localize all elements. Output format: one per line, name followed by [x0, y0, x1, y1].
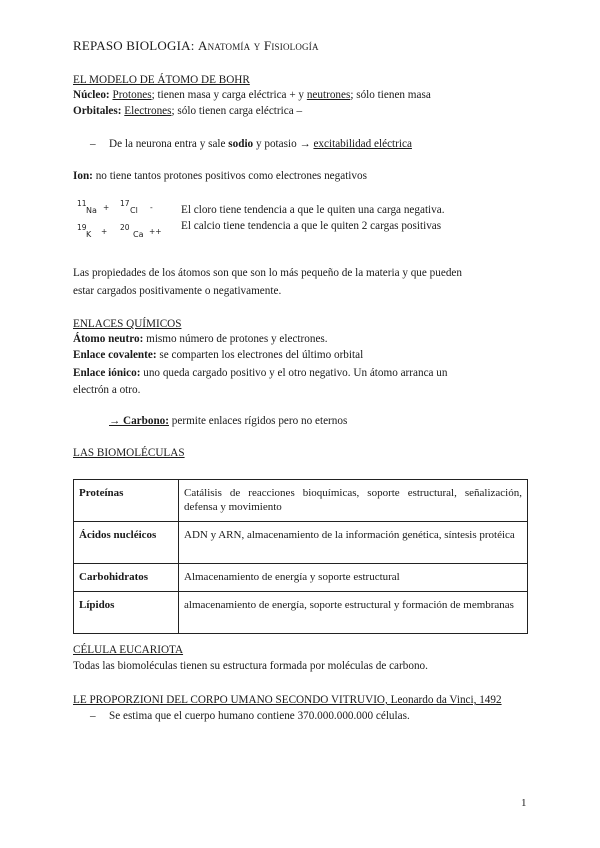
calcio-text: El calcio tiene tendencia a que le quiten 2 cargas positivas — [181, 220, 442, 232]
table-cell-name: Carbohidratos — [74, 564, 179, 592]
table-cell-name: Proteínas — [74, 480, 179, 522]
protones-term: Protones — [112, 89, 152, 101]
excitabilidad-term: excitabilidad eléctrica — [313, 138, 412, 150]
enlace-covalente-text: se comparten los electrones del último orbital — [156, 349, 364, 361]
neurona-text: De la neurona entra y sale — [109, 138, 229, 150]
table-cell-name: Lípidos — [74, 592, 179, 634]
celula-text: Todas las biomoléculas tienen su estructura formada por moléculas de carbono. — [73, 660, 428, 672]
section-heading-vitruvio: LE PROPORZIONI DEL CORPO UMANO SECONDO VITRUVIO, Leonardo da Vinci, 1492 — [73, 694, 502, 706]
section-heading-enlaces: ENLACES QUÍMICOS — [73, 318, 182, 330]
potasio-text: y potasio → — [253, 138, 314, 150]
orbitales-text: ; sólo tienen carga eléctrica – — [171, 105, 303, 117]
na-symbol: Na — [86, 206, 97, 215]
table-row — [74, 480, 528, 522]
ion-symbols-figure — [77, 199, 167, 247]
orbitales-line — [73, 104, 527, 120]
atomo-neutro-line — [73, 332, 527, 348]
nucleo-text-end: ; sólo tienen masa — [350, 89, 431, 101]
cl-charge: - — [150, 203, 153, 212]
enlace-ionico-label: Enlace iónico: — [73, 367, 141, 379]
k-symbol: K — [86, 230, 92, 239]
table-row — [74, 522, 528, 564]
dash-bullet: – — [90, 138, 96, 150]
list-item-neurona — [90, 137, 412, 153]
dash-bullet: – — [90, 710, 96, 722]
nucleo-label: Núcleo: — [73, 89, 110, 101]
propiedades-line-2: estar cargados positivamente o negativamente. — [73, 285, 282, 297]
enlace-ionico-line — [73, 366, 527, 382]
nucleo-text: ; tienen masa y carga eléctrica + y — [151, 89, 307, 101]
enlace-ionico-line-2: electrón a otro. — [73, 384, 141, 396]
enlace-covalente-line — [73, 348, 527, 364]
enlace-ionico-text: uno queda cargado positivo y el otro negativo. Un átomo arranca un — [140, 367, 448, 379]
table-cell-desc: Almacenamiento de energía y soporte estructural — [179, 564, 528, 592]
section-heading-biomoleculas: LAS BIOMOLÉCULAS — [73, 447, 185, 459]
table-row — [74, 592, 528, 634]
ion-line — [73, 169, 527, 185]
page-number: 1 — [521, 797, 527, 809]
ca-symbol: Ca — [133, 230, 144, 239]
carbono-line — [109, 414, 347, 430]
ca-atomic-number: 20 — [120, 223, 130, 232]
sodio-term: sodio — [228, 138, 254, 150]
cl-atomic-number: 17 — [120, 199, 130, 208]
biomoleculas-table — [73, 479, 528, 634]
neutrones-term: neutrones — [306, 89, 351, 101]
ion-text: no tiene tantos protones positivos como electrones negativos — [92, 170, 367, 182]
atomo-neutro-label: Átomo neutro: — [73, 333, 144, 345]
atomo-neutro-text: mismo número de protones y electrones. — [143, 333, 328, 345]
page-title — [73, 37, 319, 55]
table-cell-desc: Catálisis de reacciones bioquímicas, soporte estructural, señalización, defensa y movimiento — [179, 480, 528, 522]
table-row — [74, 564, 528, 592]
table-cell-desc: almacenamiento de energía, soporte estructural y formación de membranas — [179, 592, 528, 634]
enlace-covalente-label: Enlace covalente: — [73, 349, 157, 361]
section-heading-celula: CÉLULA EUCARIOTA — [73, 644, 184, 656]
list-item-celulas — [90, 709, 410, 725]
ion-label: Ion: — [73, 170, 93, 182]
celulas-text: Se estima que el cuerpo humano contiene 370.000.000.000 células. — [109, 710, 410, 722]
table-cell-name: Ácidos nucléicos — [74, 522, 179, 564]
carbono-text: permite enlaces rígidos pero no eternos — [168, 415, 348, 427]
k-atomic-number: 19 — [77, 223, 87, 232]
propiedades-line-1: Las propiedades de los átomos son que son lo más pequeño de la materia y que pueden — [73, 267, 462, 279]
na-atomic-number: 11 — [77, 199, 87, 208]
table-cell-desc: ADN y ARN, almacenamiento de la información genética, síntesis protéica — [179, 522, 528, 564]
k-charge: + — [101, 227, 108, 236]
electrones-term: Electrones — [124, 105, 172, 117]
orbitales-label: Orbitales: — [73, 105, 122, 117]
title-main: REPASO BIOLOGIA: — [73, 38, 195, 53]
ca-charge: ++ — [149, 227, 162, 236]
carbono-label: → Carbono: — [109, 415, 169, 427]
nucleo-line — [73, 88, 527, 104]
cloro-text: El cloro tiene tendencia a que le quiten una carga negativa. — [181, 204, 445, 216]
title-subtitle: Anatomía y Fisiología — [198, 38, 319, 53]
section-heading-bohr: EL MODELO DE ÁTOMO DE BOHR — [73, 74, 250, 86]
cl-symbol: Cl — [130, 206, 138, 215]
na-charge: + — [103, 203, 110, 212]
